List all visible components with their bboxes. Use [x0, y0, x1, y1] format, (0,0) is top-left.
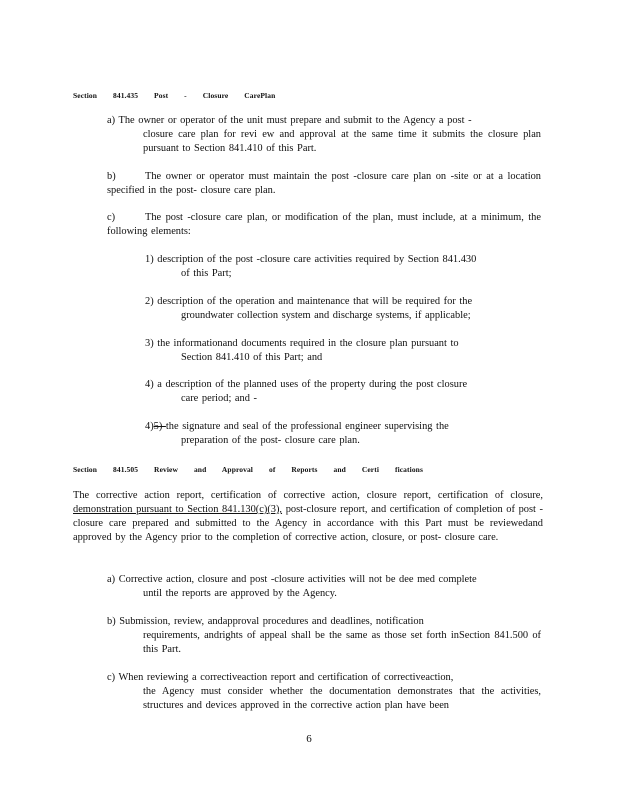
element-5-signature — [145, 420, 541, 448]
element-2 — [145, 295, 541, 323]
review-c-rest: the Agency must consider whether the documentation demonstrates that the activities, structures and devices approved in the corrective action plan have been — [143, 686, 541, 711]
element-5-line1: the signature and seal of the professional engineer supervising the — [165, 421, 449, 432]
review-c-label: c) — [107, 672, 116, 683]
paragraph-b-label: b) — [107, 171, 116, 182]
element-5-label: 4) — [145, 421, 154, 432]
paragraph-b-maintain — [107, 170, 541, 198]
element-4-label: 4) — [145, 379, 154, 390]
review-paragraph-c — [107, 671, 541, 713]
intro-text-post: post-closure report, and certification of completion of post -closure care prepared and submitted to the Agency in accordance with this Part must be reviewedand approved by the Agency prior to the completion of corrective action, closure, or post- closure care. — [73, 504, 543, 543]
element-1-label: 1) — [145, 254, 154, 265]
element-1-rest: of this Part; — [181, 268, 232, 279]
review-c-line1: When reviewing a correctiveaction report and certification of correctiveaction, — [118, 672, 454, 683]
paragraph-c-elements — [107, 211, 541, 239]
paragraph-a-rest: closure care plan for revi ew and approval at the same time it submits the closure plan pursuant to Section 841.410 of this Part. — [143, 129, 541, 154]
element-3 — [145, 337, 541, 365]
section-841-505-intro — [73, 489, 543, 545]
element-2-line1: description of the operation and maintenance that will be required for the — [157, 296, 473, 307]
element-4-line1: a description of the planned uses of the property during the post closure — [157, 379, 468, 390]
element-2-label: 2) — [145, 296, 154, 307]
intro-text-pre: The corrective action report, certification of corrective action, closure report, certification of closure, — [73, 490, 543, 501]
review-b-line1: Submission, review, andapproval procedures and deadlines, notification — [119, 616, 424, 627]
element-2-rest: groundwater collection system and discharge systems, if applicable; — [181, 310, 471, 321]
section-841-435-heading: Section 841.435 Post - Closure CarePlan — [73, 91, 276, 100]
element-1-line1: description of the post -closure care activities required by Section 841.430 — [157, 254, 477, 265]
element-3-rest: Section 841.410 of this Part; and — [181, 352, 323, 363]
paragraph-a-line1: The owner or operator of the unit must prepare and submit to the Agency a post - — [118, 115, 472, 126]
element-5-rest: preparation of the post- closure care plan. — [181, 435, 360, 446]
review-a-line1: Corrective action, closure and post -closure activities will not be dee med complete — [118, 574, 477, 585]
review-paragraph-b — [107, 615, 541, 657]
paragraph-c-label: c) — [107, 212, 116, 223]
paragraph-c-text: The post -closure care plan, or modification of the plan, must include, at a minimum, the following elements: — [107, 212, 541, 237]
element-5-struck-label: 5) — [153, 421, 166, 432]
element-3-label: 3) — [145, 338, 154, 349]
element-4-rest: care period; and - — [181, 393, 257, 404]
section-841-505-heading: Section 841.505 Review and Approval of Reports and Certi fications — [73, 465, 423, 474]
review-a-rest: until the reports are approved by the Agency. — [143, 588, 337, 599]
review-paragraph-a — [107, 573, 541, 601]
paragraph-b-text: The owner or operator must maintain the post -closure care plan on -site or at a location specified in the post- closure care plan. — [107, 171, 541, 196]
page-number: 6 — [306, 733, 312, 745]
intro-text-underlined: demonstration pursuant to Section 841.130(c)(3), — [73, 504, 283, 515]
element-3-line1: the informationand documents required in the closure plan pursuant to — [157, 338, 459, 349]
review-b-label: b) — [107, 616, 116, 627]
element-4 — [145, 378, 541, 406]
paragraph-a-care-plan — [107, 114, 541, 156]
element-1 — [145, 253, 541, 281]
review-b-rest: requirements, andrights of appeal shall be the same as those set forth inSection 841.500 of this Part. — [143, 630, 541, 655]
paragraph-a-label: a) — [107, 115, 116, 126]
review-a-label: a) — [107, 574, 116, 585]
